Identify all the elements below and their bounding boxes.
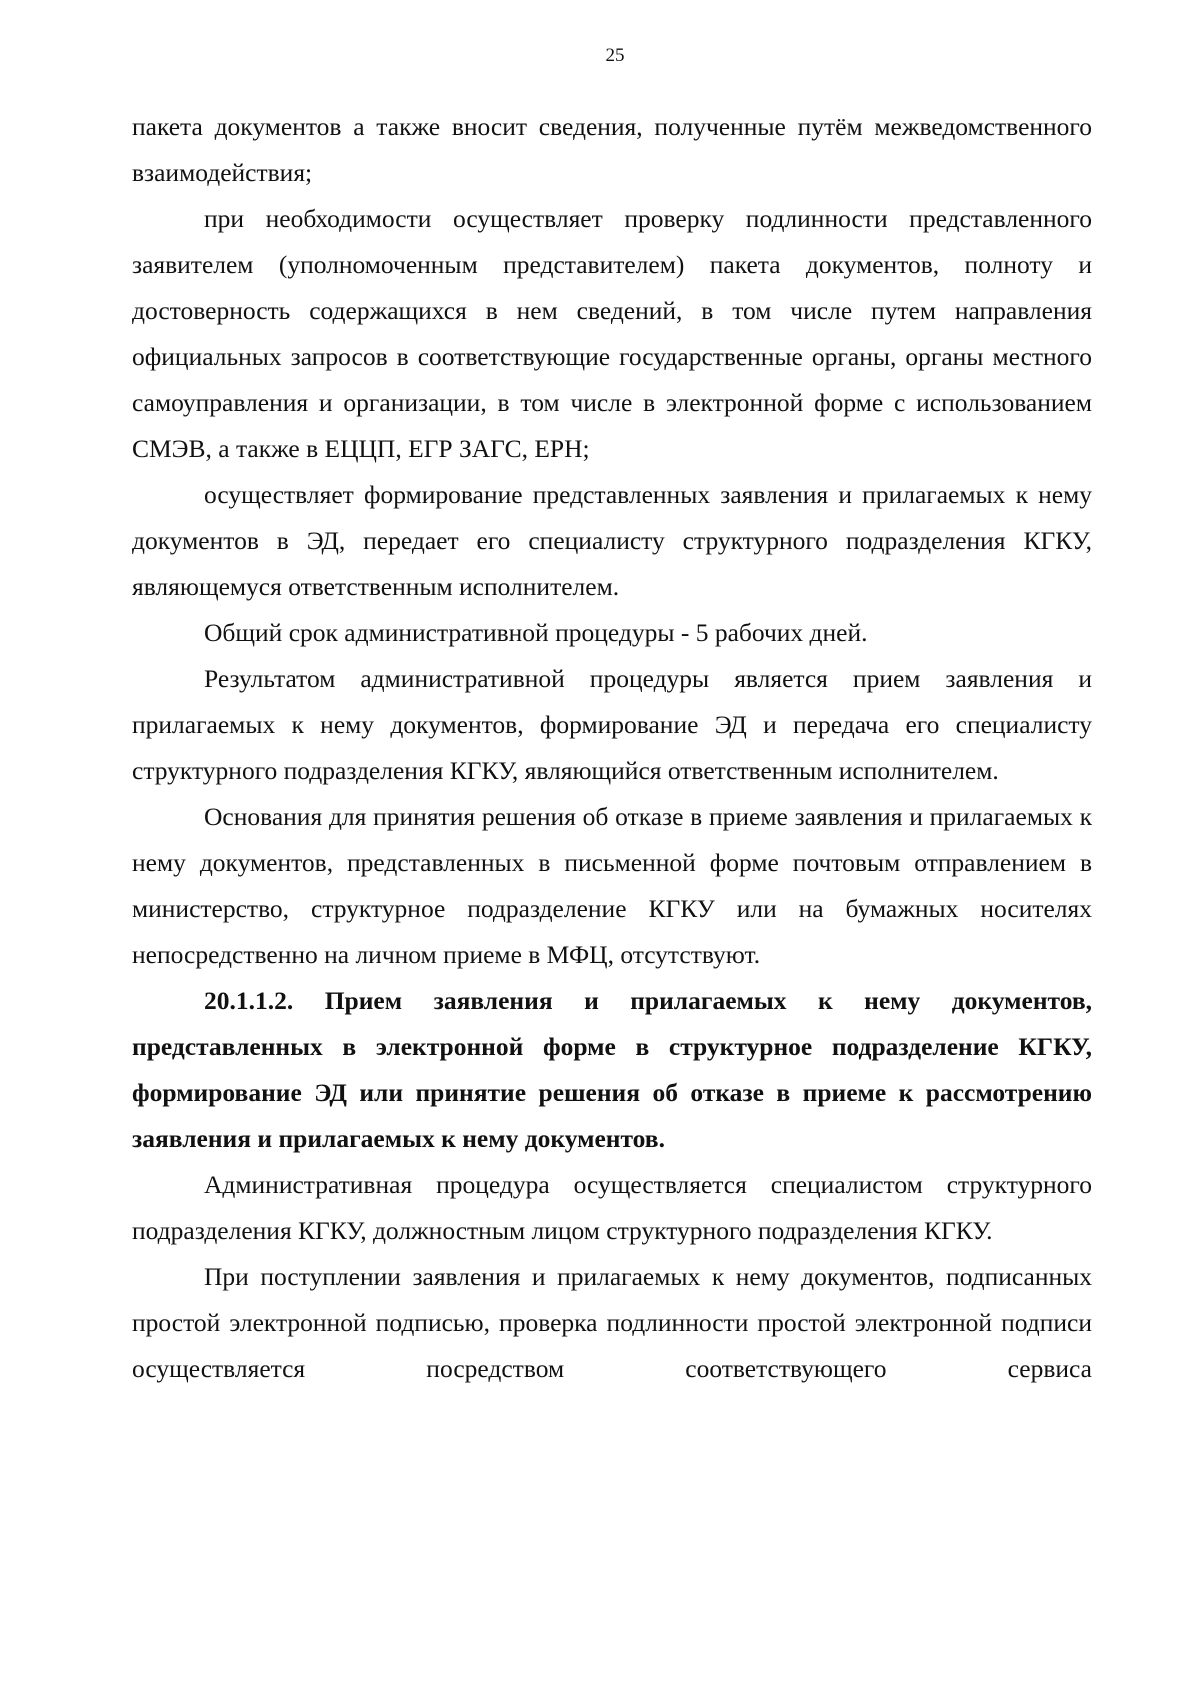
section-heading: 20.1.1.2. Прием заявления и прилагаемых к нему документов, представленных в электронной форме в структурное подразделение КГКУ, формирование ЭД или принятие решения об отказе в приеме к рассмотрению заявления и прилагаемых к нему документов. [132, 986, 1092, 1153]
paragraph-continuation: пакета документов а также вносит сведения, полученные путём межведомственного взаимодействия; [132, 112, 1092, 187]
paragraph-formation: осуществляет формирование представленных заявления и прилагаемых к нему документов в ЭД, передает его специалисту структурного подразделения КГКУ, являющемуся ответственным исполнителем. [132, 480, 1092, 601]
paragraph-signature-check: При поступлении заявления и прилагаемых к нему документов, подписанных простой электронной подписью, проверка подлинности простой электронной подписи осуществляется посредством соответствующего сервиса [132, 1262, 1092, 1383]
paragraph-refusal-grounds: Основания для принятия решения об отказе в приеме заявления и прилагаемых к нему документов, представленных в письменной форме почтовым отправлением в министерство, структурное подразделение КГКУ или на бумажных носителях непосредственно на личном приеме в МФЦ, отсутствуют. [132, 802, 1092, 969]
document-body [132, 104, 1092, 1392]
page-number: 25 [605, 45, 625, 66]
paragraph-term: Общий срок административной процедуры - 5 рабочих дней. [204, 618, 868, 647]
paragraph-verification: при необходимости осуществляет проверку подлинности представленного заявителем (уполномоченным представителем) пакета документов, полноту и достоверность содержащихся в нем сведений, в том числе путем направления официальных запросов в соответствующие государственные органы, органы местного самоуправления и организации, в том числе в электронной форме с использованием СМЭВ, а также в ЕЦЦП, ЕГР ЗАГС, ЕРН; [132, 204, 1092, 463]
paragraph-procedure: Административная процедура осуществляется специалистом структурного подразделения КГКУ, должностным лицом структурного подразделения КГКУ. [132, 1170, 1092, 1245]
paragraph-result: Результатом административной процедуры является прием заявления и прилагаемых к нему документов, формирование ЭД и передача его специалисту структурного подразделения КГКУ, являющийся ответственным исполнителем. [132, 664, 1092, 785]
